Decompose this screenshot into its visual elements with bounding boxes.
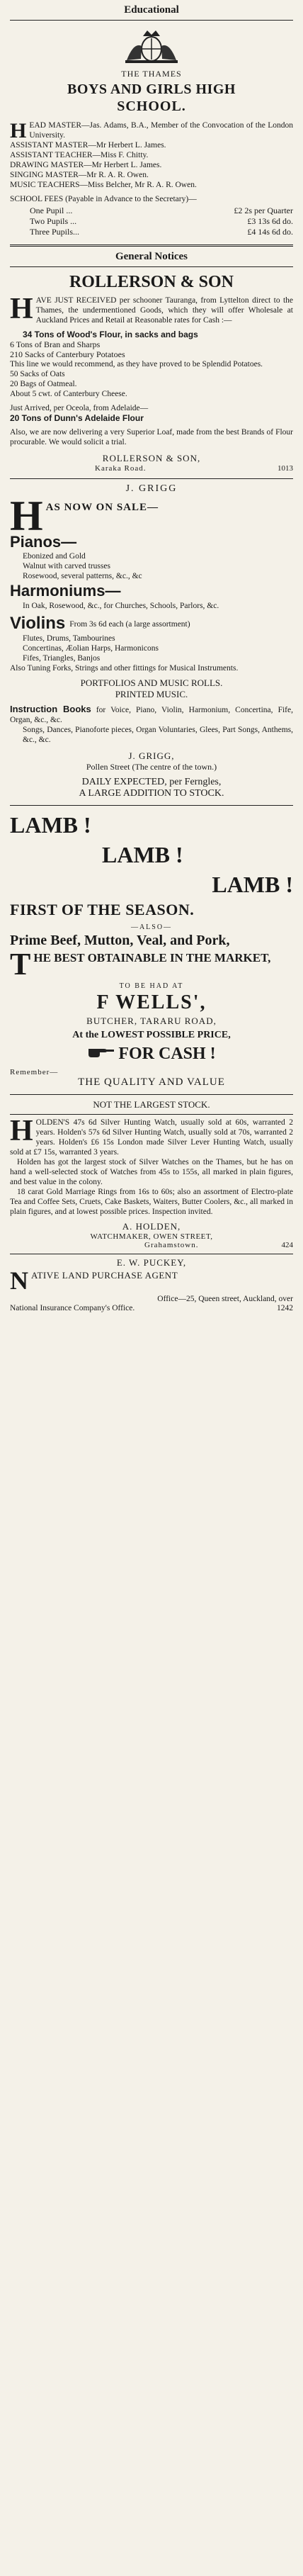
grigg-piano-item: Rosewood, several patterns, &c., &c xyxy=(23,572,142,580)
singing-master: SINGING MASTER—Mr R. A. R. Owen. xyxy=(10,171,149,179)
grigg-signature: J. GRIGG, xyxy=(128,750,175,761)
school-title-2: SCHOOL. xyxy=(117,99,186,114)
pointing-hand-icon xyxy=(87,1045,115,1059)
grigg-violins: Violins xyxy=(10,614,66,633)
grigg-songs: Songs, Dances, Pianoforte pieces, Organ Voluntaries, Glees, Part Songs, Anthems, &c., &c. xyxy=(23,726,293,744)
fee-row: Two Pupils ... £3 13s 6d do. xyxy=(30,216,293,226)
grigg-daily-expected: DAILY EXPECTED, per Ferngles, xyxy=(81,777,222,787)
holden-signature: A. HOLDEN, xyxy=(122,1221,181,1232)
rollerson-item: 50 Sacks of Oats xyxy=(10,370,65,378)
rollerson-title: ROLLERSON & SON xyxy=(69,273,234,291)
wells-butcher-advert xyxy=(10,806,293,1094)
section-header-general: General Notices xyxy=(10,247,293,267)
puckey-company: National Insurance Company's Office. xyxy=(10,1304,135,1312)
grigg-instrument-item: Concertinas, Æolian Harps, Harmonicons xyxy=(23,644,159,653)
to-be-had: TO BE HAD AT xyxy=(119,982,184,990)
prime-meats: Prime Beef, Mutton, Veal, and Pork, xyxy=(10,933,230,948)
wells-name: F WELLS', xyxy=(96,991,207,1013)
rollerson-item: About 5 cwt. of Canterbury Cheese. xyxy=(10,390,127,398)
rollerson-advert xyxy=(10,267,293,478)
grigg-pianos: Pianos— xyxy=(10,533,77,551)
grigg-instrument-item: Also Tuning Forks, Strings and other fittings for Musical Instruments. xyxy=(10,664,239,673)
grigg-violins-price: From 3s 6d each (a large assortment) xyxy=(69,620,190,629)
cash-line xyxy=(10,1044,293,1064)
rollerson-intro: HAVE JUST RECEIVED per schooner Tauranga, from Lyttelton direct to the Thames, the undermentioned Goods, which they will offer Wholesale at Auckland Prices and Retail at Reasonable rates for Cash :— xyxy=(10,293,293,325)
rollerson-potatoes-note: This line we would recommend, as they have proved to be Splendid Potatoes. xyxy=(10,360,263,369)
rollerson-item: 20 Bags of Oatmeal. xyxy=(10,380,77,388)
puckey-office: Office—25, Queen street, Auckland, over xyxy=(157,1295,293,1303)
grigg-instrument-item: Flutes, Drums, Tambourines xyxy=(23,634,115,643)
rollerson-address-line xyxy=(10,464,293,473)
holden-trade: WATCHMAKER, OWEN STREET, xyxy=(90,1232,213,1241)
rollerson-just-arrived: Just Arrived, per Oceola, from Adelaide— xyxy=(10,404,149,412)
rollerson-signature: ROLLERSON & SON, xyxy=(102,453,201,463)
holden-number: 424 xyxy=(281,1241,293,1249)
for-cash: FOR CASH ! xyxy=(118,1045,216,1063)
music-teachers: MUSIC TEACHERS—Miss Belcher, Mr R. A. R. Owen. xyxy=(10,181,197,189)
royal-crest-icon xyxy=(120,28,183,64)
lowest-price: At the LOWEST POSSIBLE PRICE, xyxy=(72,1030,231,1040)
grigg-instruction: Instruction Books for Voice, Piano, Violin, Harmonium, Concertina, Fife, Organ, &c., &c. xyxy=(10,704,293,724)
grigg-address: Pollen Street (The centre of the town.) xyxy=(86,762,217,772)
puckey-company-line xyxy=(10,1304,293,1312)
fee-row: One Pupil ... £2 2s per Quarter xyxy=(30,206,293,215)
grigg-printed: PRINTED MUSIC. xyxy=(115,689,188,699)
not-largest-stock: NOT THE LARGEST STOCK. xyxy=(10,1099,293,1115)
holden-advert xyxy=(10,1095,293,1254)
fee-row: Three Pupils... £4 14s 6d do. xyxy=(30,227,293,237)
grigg-piano-item: Ebonized and Gold xyxy=(23,552,86,561)
fee-list xyxy=(10,206,293,237)
grigg-instrument-item: Fifes, Triangles, Banjos xyxy=(23,654,101,663)
holden-town-line xyxy=(10,1241,293,1249)
butcher-address: BUTCHER, TARARU ROAD, xyxy=(86,1016,217,1026)
rollerson-number: 1013 xyxy=(278,464,293,473)
grigg-harmoniums: Harmoniums— xyxy=(10,582,121,600)
rollerson-item: 210 Sacks of Canterbury Potatoes xyxy=(10,349,125,359)
puckey-title: N ATIVE LAND PURCHASE AGENT xyxy=(10,1269,178,1291)
rollerson-item: 6 Tons of Bran and Sharps xyxy=(10,339,101,349)
holden-body-3: 18 carat Gold Marriage Rings from 16s to 60s; also an assortment of Electro-plate Tea and Coffee Sets, Cruets, Cake Baskets, Waiters, Butter Coolers, &c., all marked in plain figures, and at lowest possible prices. Inspection invited. xyxy=(10,1188,293,1216)
rollerson-loaf: Also, we are now delivering a very Superior Loaf, made from the best Brands of Flour procurable. We would solicit a trial. xyxy=(10,428,293,446)
grigg-title: J. GRIGG xyxy=(125,483,178,494)
assistant-master: ASSISTANT MASTER—Mr Herbert L. James. xyxy=(10,141,166,150)
first-of-season: FIRST OF THE SEASON. xyxy=(10,901,195,918)
school-title-1: BOYS AND GIRLS HIGH xyxy=(67,81,236,97)
grigg-advert xyxy=(10,479,293,805)
also-line: —ALSO— xyxy=(130,923,173,931)
head-master: HEAD MASTER—Jas. Adams, B.A., Member of the Convocation of the London University. xyxy=(10,119,293,142)
grigg-piano-item: Walnut with carved trusses xyxy=(23,562,110,570)
lamb-2: LAMB ! xyxy=(102,842,183,867)
section-header-educational: Educational xyxy=(10,0,293,21)
best-obtainable: T HE BEST OBTAINABLE IN THE MARKET, xyxy=(10,950,271,978)
rollerson-address: Karaka Road. xyxy=(95,464,147,473)
assistant-teacher: ASSISTANT TEACHER—Miss F. Chitty. xyxy=(10,151,149,159)
holden-body-2: Holden has got the largest stock of Silver Watches on the Thames, but he has on hand a well-selected stock of Watches from 45s to 155s, all marked in plain figures, and best value in the colony. xyxy=(10,1158,293,1186)
thames-school-advert xyxy=(10,21,293,244)
grigg-harmonium-item: In Oak, Rosewood, &c., for Churches, Schools, Parlors, &c. xyxy=(23,602,219,610)
puckey-advert xyxy=(10,1254,293,1312)
remember: Remember— xyxy=(10,1068,59,1076)
lamb-3: LAMB ! xyxy=(212,872,293,897)
rollerson-item: 20 Tons of Dunn's Adelaide Flour xyxy=(10,413,144,423)
rollerson-item: 34 Tons of Wood's Flour, in sacks and bags xyxy=(23,330,198,339)
drawing-master: DRAWING MASTER—Mr Herbert L. James. xyxy=(10,161,162,169)
puckey-number: 1242 xyxy=(277,1304,293,1312)
grigg-addition: A LARGE ADDITION TO STOCK. xyxy=(79,788,224,799)
the-thames-line: THE THAMES xyxy=(121,69,182,79)
school-fees-heading: SCHOOL FEES (Payable in Advance to the Secretary)— xyxy=(10,195,197,203)
quality-value: THE QUALITY AND VALUE xyxy=(78,1076,225,1088)
holden-town: Grahamstown. xyxy=(144,1241,199,1249)
holden-body-1: HOLDEN'S 47s 6d Silver Hunting Watch, usually sold at 60s, warranted 2 years. Holden's 57s 6d Silver Hunting Watch, usually sold at 70s, warranted 2 years. Holden's £6 15s London made Silver Lever Hunting Watch, usually sold at £7 15s, warranted 3 years. xyxy=(10,1115,293,1157)
grigg-portfolios: PORTFOLIOS AND MUSIC ROLLS. xyxy=(80,677,223,688)
puckey-name: E. W. PUCKEY, xyxy=(116,1257,187,1268)
grigg-violins-block xyxy=(10,614,293,634)
grigg-has-now: H AS NOW ON SALE— xyxy=(10,497,159,533)
lamb-1: LAMB ! xyxy=(10,812,91,838)
